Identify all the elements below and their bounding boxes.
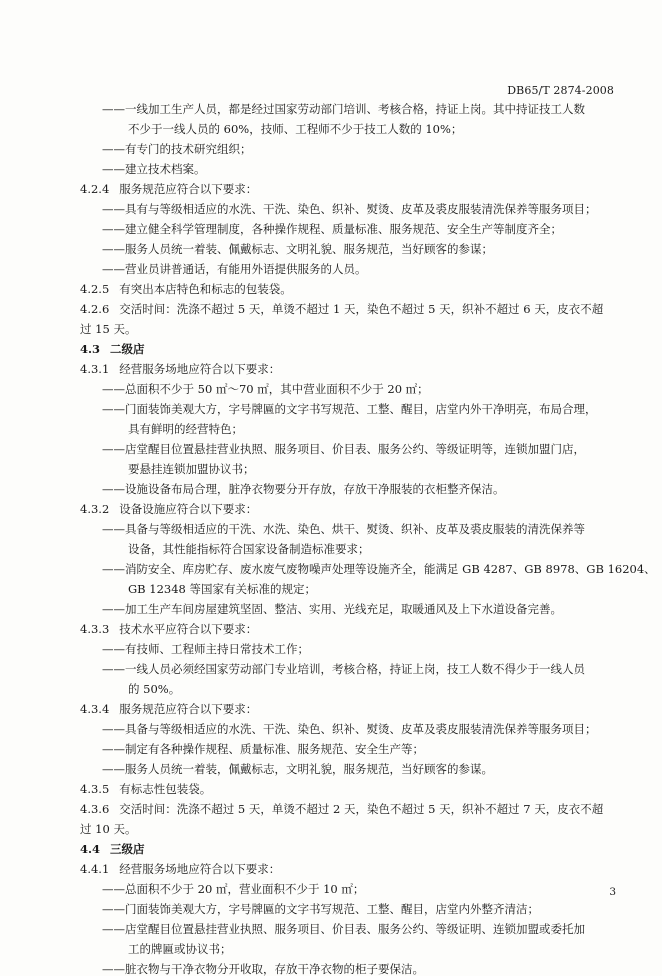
list-item: ——具备与等级相适应的水洗、干洗、染色、织补、熨烫、皮革及裘皮服装清洗保养等服务项目； bbox=[102, 722, 597, 736]
clause-continuation: 过 15 天。 bbox=[80, 322, 137, 336]
clause-text: 经营服务场地应符合以下要求： bbox=[119, 362, 281, 376]
list-item: ——设施设备布局合理，脏净衣物要分开存放，存放干净服装的衣柜整齐保洁。 bbox=[102, 482, 505, 496]
clause-number: 4.4.1 bbox=[80, 862, 110, 876]
section-number: 4.4 bbox=[80, 842, 101, 856]
list-item: ——服务人员统一着装、佩戴标志、文明礼貌、服务规范，当好顾客的参谋； bbox=[102, 242, 493, 256]
clause-text: 经营服务场地应符合以下要求： bbox=[119, 862, 281, 876]
clause-text: 设备设施应符合以下要求： bbox=[119, 502, 258, 516]
clause-4-3-2 bbox=[80, 502, 257, 516]
clause-number: 4.2.5 bbox=[80, 282, 110, 296]
list-item-continuation: 要悬挂连锁加盟协议书； bbox=[128, 462, 255, 476]
list-item: ——总面积不少于 20 ㎡，营业面积不少于 10 ㎡； bbox=[102, 882, 365, 896]
clause-text: 服务规范应符合以下要求： bbox=[119, 702, 258, 716]
clause-number: 4.2.6 bbox=[80, 302, 110, 316]
clause-4-3-5 bbox=[80, 782, 211, 796]
list-item-continuation: 不少于一线人员的 60%，技师、工程师不少于技工人数的 10%； bbox=[128, 122, 463, 136]
list-item: ——建立健全科学管理制度，各种操作规程、质量标准、服务规范、安全生产等制度齐全； bbox=[102, 222, 562, 236]
page-number: 3 bbox=[609, 886, 616, 898]
clause-number: 4.3.3 bbox=[80, 622, 110, 636]
list-item: ——脏衣物与干净衣物分开收取，存放干净衣物的柜子要保洁。 bbox=[102, 962, 424, 976]
list-item: ——店堂醒目位置悬挂营业执照、服务项目、价目表、服务公约、等级证明、连锁加盟或委托加 bbox=[102, 922, 585, 936]
list-item: ——消防安全、库房贮存、废水废气废物噪声处理等设施齐全，能满足 GB 4287、GB 8978、GB 16204、 bbox=[102, 562, 656, 576]
clause-4-2-5 bbox=[80, 282, 292, 296]
clause-4-4-1 bbox=[80, 862, 280, 876]
clause-text: 有标志性包装袋。 bbox=[119, 782, 212, 796]
list-item: ——加工生产车间房屋建筑坚固、整洁、实用、光线充足，取暖通风及上下水道设备完善。 bbox=[102, 602, 562, 616]
list-item: ——一线人员必须经国家劳动部门专业培训，考核合格，持证上岗，技工人数不得少于一线人员 bbox=[102, 662, 585, 676]
list-item: ——一线加工生产人员，都是经过国家劳动部门培训、考核合格，持证上岗。其中持证技工人数 bbox=[102, 102, 585, 116]
clause-text: 技术水平应符合以下要求： bbox=[119, 622, 258, 636]
section-number: 4.3 bbox=[80, 342, 101, 356]
list-item: ——店堂醒目位置悬挂营业执照、服务项目、价目表、服务公约、等级证明等，连锁加盟门店， bbox=[102, 442, 585, 456]
list-item-continuation: 具有鲜明的经营特色； bbox=[128, 422, 243, 436]
clause-4-2-4 bbox=[80, 182, 257, 196]
list-item: ——制定有各种操作规程、质量标准、服务规范、安全生产等； bbox=[102, 742, 424, 756]
clause-continuation: 过 10 天。 bbox=[80, 822, 137, 836]
clause-text: 服务规范应符合以下要求： bbox=[119, 182, 258, 196]
clause-4-3-6 bbox=[80, 802, 603, 816]
list-item: ——总面积不少于 50 ㎡～70 ㎡，其中营业面积不少于 20 ㎡； bbox=[102, 382, 429, 396]
clause-number: 4.3.1 bbox=[80, 362, 110, 376]
clause-4-3-1 bbox=[80, 362, 280, 376]
clause-4-3-4 bbox=[80, 702, 257, 716]
section-4-3 bbox=[80, 342, 145, 356]
clause-number: 4.2.4 bbox=[80, 182, 110, 196]
list-item: ——服务人员统一着装，佩戴标志，文明礼貌，服务规范，当好顾客的参谋。 bbox=[102, 762, 493, 776]
clause-number: 4.3.6 bbox=[80, 802, 110, 816]
document-code: DB65/T 2874-2008 bbox=[507, 84, 614, 97]
section-title: 三级店 bbox=[110, 842, 145, 856]
section-title: 二级店 bbox=[110, 342, 145, 356]
clause-number: 4.3.2 bbox=[80, 502, 110, 516]
clause-text: 交活时间：洗涤不超过 5 天，单烫不超过 2 天，染色不超过 5 天，织补不超过 7 天，皮衣不超 bbox=[119, 802, 604, 816]
list-item: ——门面装饰美观大方，字号牌匾的文字书写规范、工整、醒目，店堂内外整齐清洁； bbox=[102, 902, 539, 916]
clause-4-3-3 bbox=[80, 622, 257, 636]
clause-text: 有突出本店特色和标志的包装袋。 bbox=[119, 282, 292, 296]
list-item-continuation: 的 50%。 bbox=[128, 682, 181, 696]
list-item-continuation: 设备，其性能指标符合国家设备制造标准要求； bbox=[128, 542, 370, 556]
clause-4-2-6 bbox=[80, 302, 603, 316]
list-item-continuation: 工的牌匾或协议书； bbox=[128, 942, 232, 956]
list-item-continuation: GB 12348 等国家有关标准的规定； bbox=[128, 582, 317, 596]
list-item: ——具备与等级相适应的干洗、水洗、染色、烘干、熨烫、织补、皮革及裘皮服装的清洗保养等 bbox=[102, 522, 585, 536]
list-item: ——建立技术档案。 bbox=[102, 162, 206, 176]
clause-number: 4.3.4 bbox=[80, 702, 110, 716]
list-item: ——有技师、工程师主持日常技术工作； bbox=[102, 642, 309, 656]
clause-text: 交活时间：洗涤不超过 5 天，单烫不超过 1 天，染色不超过 5 天，织补不超过 6 天，皮衣不超 bbox=[119, 302, 604, 316]
list-item: ——具有与等级相适应的水洗、干洗、染色、织补、熨烫、皮革及裘皮服装清洗保养等服务项目； bbox=[102, 202, 597, 216]
section-4-4 bbox=[80, 842, 145, 856]
list-item: ——营业员讲普通话，有能用外语提供服务的人员。 bbox=[102, 262, 367, 276]
list-item: ——门面装饰美观大方，字号牌匾的文字书写规范、工整、醒目，店堂内外干净明亮，布局合理， bbox=[102, 402, 597, 416]
clause-number: 4.3.5 bbox=[80, 782, 110, 796]
list-item: ——有专门的技术研究组织； bbox=[102, 142, 252, 156]
